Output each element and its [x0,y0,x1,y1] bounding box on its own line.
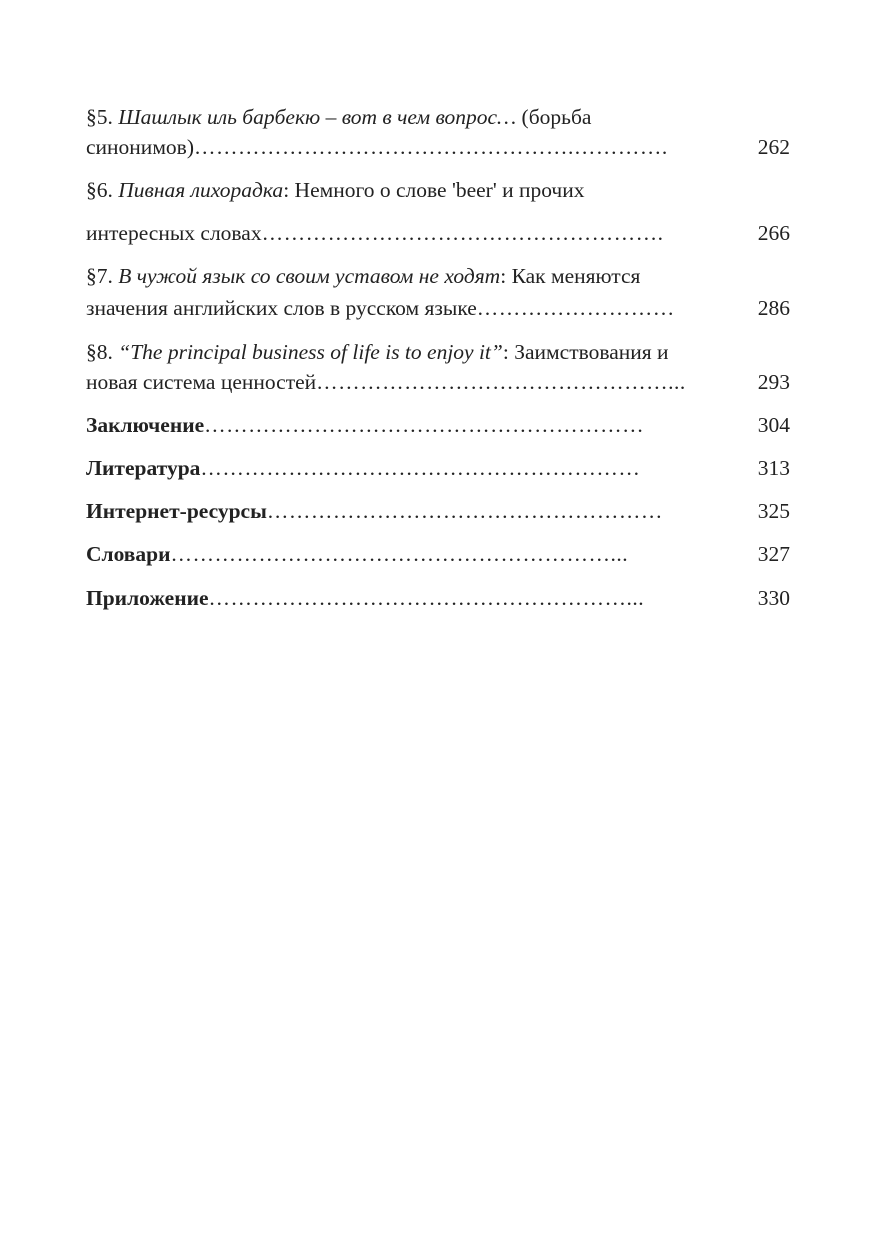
toc-entry-number: §6. [86,178,113,202]
toc-leader-dots: …………………………………………………... [208,586,645,610]
toc-leader-dots: …………………………………………………… [200,456,641,480]
toc-page-number: 262 [757,135,790,159]
toc-leader-dots: …………………………………………………… [204,413,645,437]
toc-page-number: 327 [757,542,790,566]
toc-section-dictionaries [86,541,736,567]
toc-entry-6-line2 [86,220,736,246]
toc-page-number: 330 [757,586,790,610]
toc-entry-title-italic: В чужой язык со своим уставом не ходят [118,264,501,288]
toc-page-number: 304 [757,413,790,437]
toc-entry-number: §8. [86,340,113,364]
toc-section-title: Приложение [86,586,209,610]
toc-entry-title-cont: значения английских слов в русском языке [86,296,477,320]
toc-section-conclusion [86,412,736,438]
toc-entry-title-rest: : Немного о слове 'beer' и прочих [283,178,585,202]
toc-page-number: 266 [757,221,790,245]
toc-section-title: Интернет-ресурсы [86,499,267,523]
toc-page-number: 325 [757,499,790,523]
toc-entry-5-line2 [86,134,736,160]
toc-section-literature [86,455,736,481]
toc-leader-dots: ……………………… [476,296,675,320]
toc-entry-title-rest: : Как меняются [500,264,641,288]
toc-entry-title-cont: синонимов) [86,135,194,159]
toc-entry-title-italic: Шашлык иль барбекю – вот в чем вопрос… [118,105,517,129]
toc-leader-dots: …………………………………………….…………. [193,135,668,159]
toc-section-internet-resources [86,498,736,524]
toc-entry-5-line1 [86,104,591,130]
toc-section-appendix [86,585,736,611]
toc-entry-title-cont: новая система ценностей [86,370,317,394]
toc-entry-8-line1 [86,339,669,365]
toc-entry-title-rest: (борьба [516,105,592,129]
toc-entry-title-rest: : Заимствования и [502,340,669,364]
toc-leader-dots: …………………………………………... [316,370,686,394]
toc-entry-title-cont: интересных словах [86,221,262,245]
toc-leader-dots: ………………………………………………. [261,221,664,245]
toc-leader-dots: ……………………………………………… [266,499,663,523]
toc-leader-dots: ……………………………………………………... [170,542,629,566]
toc-page-number: 293 [757,370,790,394]
toc-entry-7-line1 [86,263,640,289]
toc-page-number: 313 [757,456,790,480]
toc-section-title: Словари [86,542,171,566]
toc-entry-8-line2 [86,369,736,395]
toc-entry-7-line2 [86,295,736,321]
toc-entry-title-italic: Пивная лихорадка [118,178,284,202]
toc-page-number: 286 [757,296,790,320]
toc-entry-number: §7. [86,264,113,288]
toc-section-title: Литература [86,456,201,480]
toc-section-title: Заключение [86,413,205,437]
toc-entry-number: §5. [86,105,113,129]
toc-entry-title-italic: “The principal business of life is to enjoy it” [118,340,503,364]
toc-entry-6-line1 [86,177,584,203]
